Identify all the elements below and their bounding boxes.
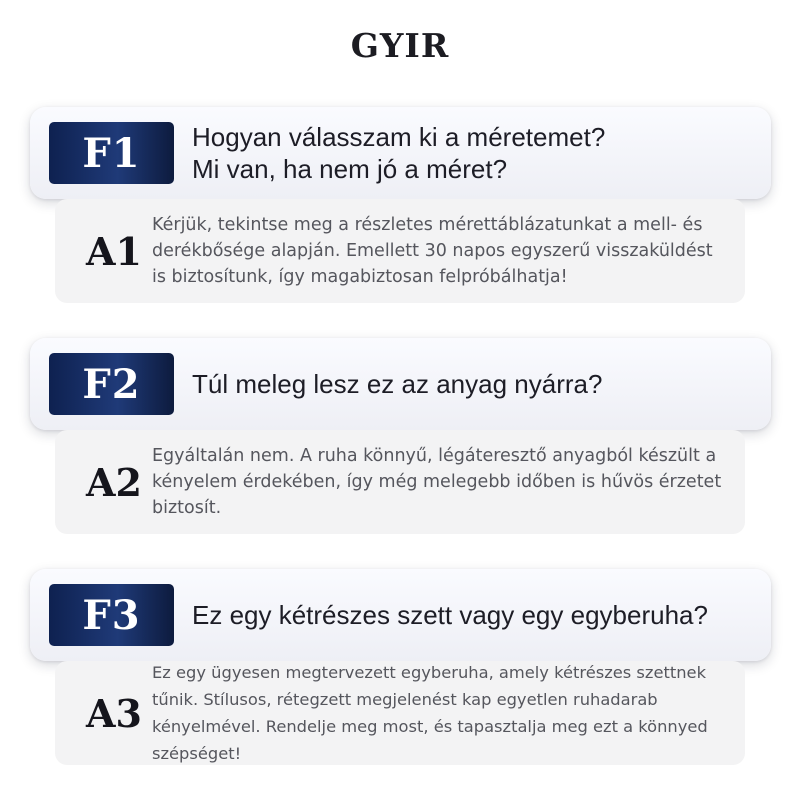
- answer-card: [55, 661, 745, 765]
- answer-text: [152, 661, 729, 765]
- question-text: [192, 107, 757, 199]
- question-line: Hogyan válasszam ki a méretemet? Mi van, ha nem jó a méret?: [192, 122, 606, 184]
- answer-paragraph: Kérjük, tekintse meg a részletes mérettáblázatunkat a mell- és derékbősége alapján. Emellett 30 napos egyszerű visszaküldést is biztosítunk, így magabiztosan felpróbálhatja!: [152, 215, 713, 287]
- answer-card: [55, 430, 745, 534]
- question-badge: F3: [49, 584, 174, 646]
- question-card: [30, 107, 771, 199]
- answer-text: [152, 199, 729, 303]
- question-badge: F1: [49, 122, 174, 184]
- answer-label: A1: [86, 228, 142, 274]
- question-line: Ez egy kétrészes szett vagy egy egyberuha?: [192, 600, 708, 630]
- question-text: [192, 338, 757, 430]
- brand-logo: GYIR: [350, 26, 450, 65]
- answer-label: A2: [86, 459, 142, 505]
- question-card: [30, 338, 771, 430]
- question-text: [192, 569, 757, 661]
- question-line: Túl meleg lesz ez az anyag nyárra?: [192, 369, 603, 399]
- answer-label: A3: [86, 690, 142, 736]
- answer-paragraph: Egyáltalán nem. A ruha könnyű, légáteresztő anyagból készült a kényelem érdekében, így még melegebb időben is hűvös érzetet biztosít.: [152, 446, 722, 518]
- answer-card: [55, 199, 745, 303]
- question-badge: F2: [49, 353, 174, 415]
- question-card: [30, 569, 771, 661]
- answer-text: [152, 430, 729, 534]
- answer-paragraph: Ez egy ügyesen megtervezett egyberuha, amely kétrészes szettnek tűnik. Stílusos, rétegzett megjelenést kap egyetlen ruhadarab kényelmével. Rendelje meg most, és tapasztalja meg ezt a könnyed szépséget!: [152, 663, 708, 763]
